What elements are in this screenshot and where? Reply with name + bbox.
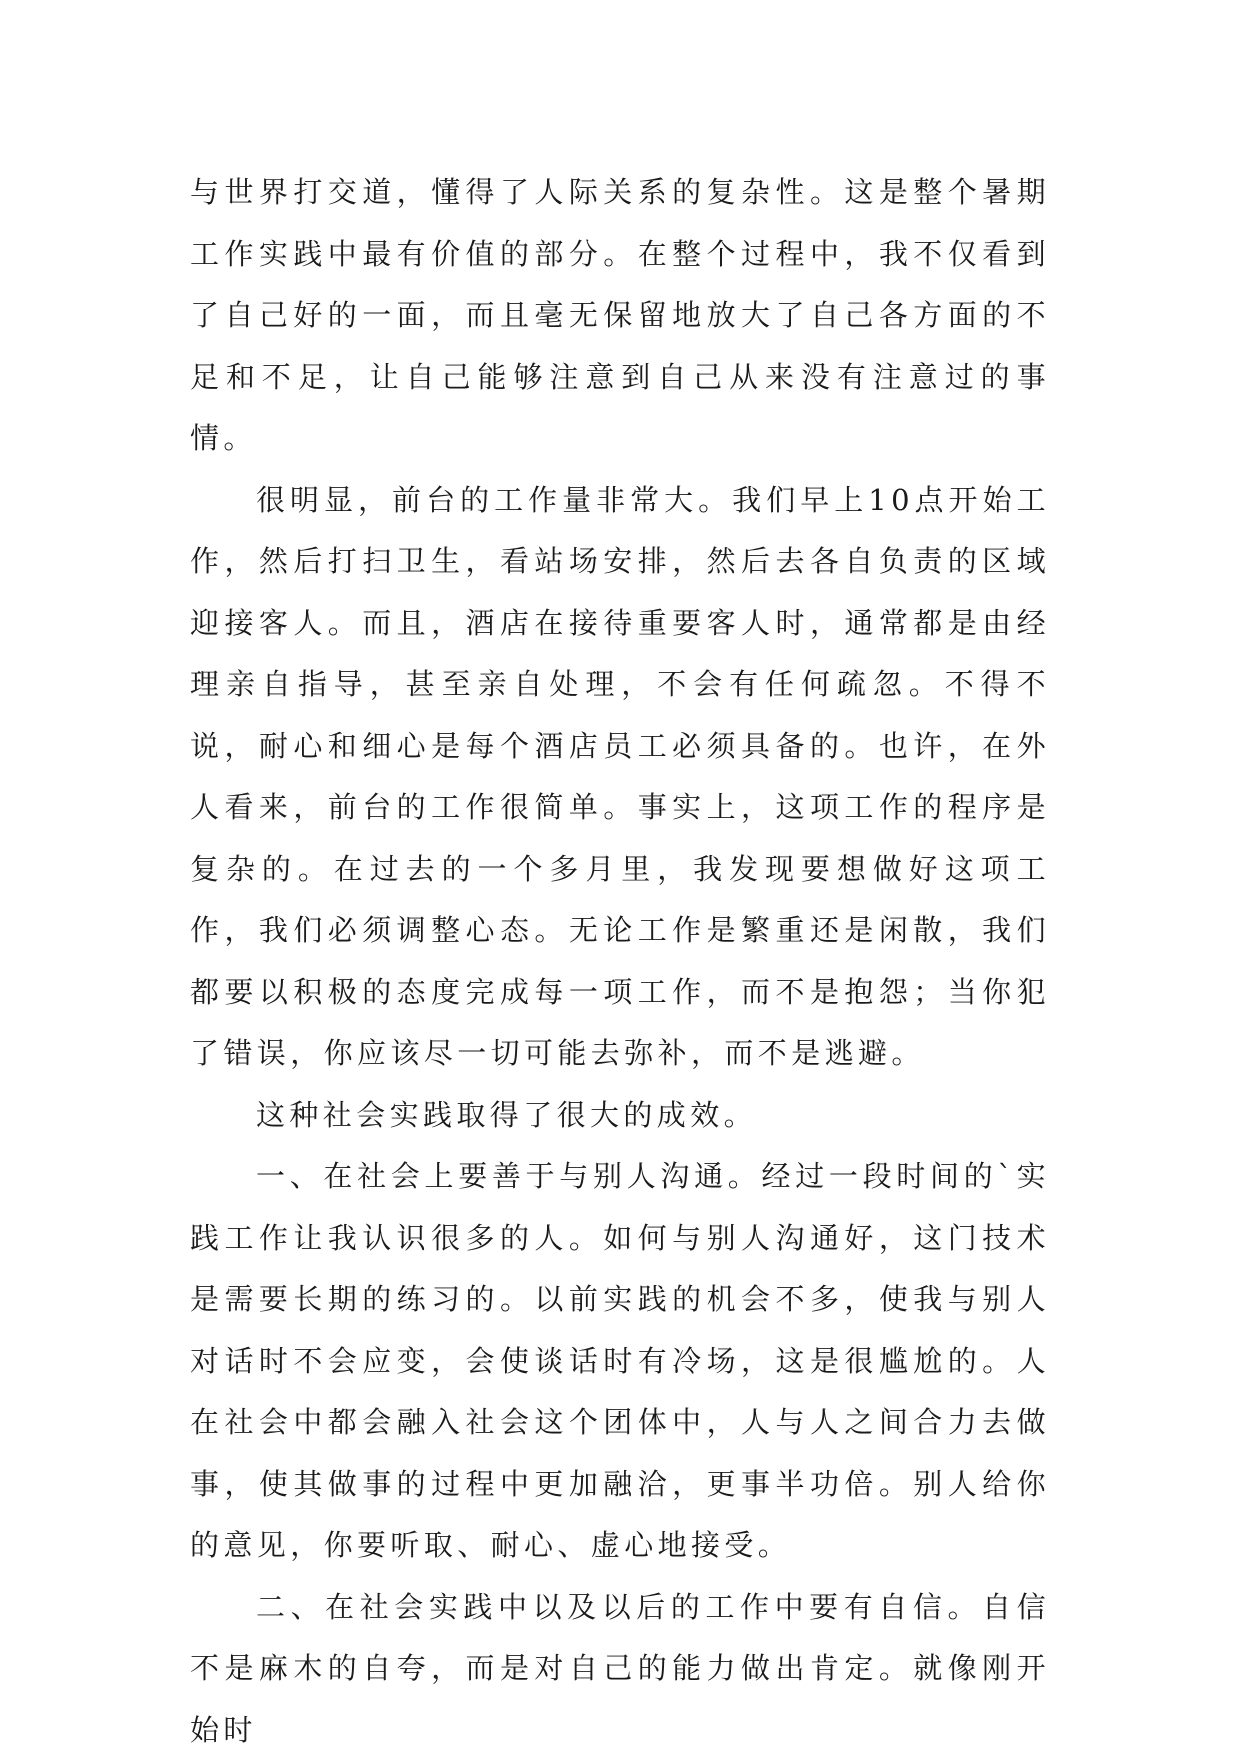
paragraph-4: 一、在社会上要善于与别人沟通。经过一段时间的`实践工作让我认识很多的人。如何与别人沟通好，这门技术是需要长期的练习的。以前实践的机会不多，使我与别人对话时不会应变，会使谈话时有冷场，这是很尴尬的。人在社会中都会融入社会这个团体中，人与人之间合力去做事，使其做事的过程中更加融洽，更事半功倍。别人给你的意见，你要听取、耐心、虚心地接受。 xyxy=(190,1146,1050,1577)
body-text xyxy=(190,162,1050,1761)
paragraph-5: 二、在社会实践中以及以后的工作中要有自信。自信不是麻木的自夸，而是对自己的能力做出肯定。就像刚开始时 xyxy=(190,1577,1050,1761)
paragraph-1: 与世界打交道，懂得了人际关系的复杂性。这是整个暑期工作实践中最有价值的部分。在整个过程中，我不仅看到了自己好的一面，而且毫无保留地放大了自己各方面的不足和不足，让自己能够注意到自己从来没有注意过的事情。 xyxy=(190,162,1050,470)
paragraph-2: 很明显，前台的工作量非常大。我们早上10点开始工作，然后打扫卫生，看站场安排，然后去各自负责的区域迎接客人。而且，酒店在接待重要客人时，通常都是由经理亲自指导，甚至亲自处理，不会有任何疏忽。不得不说，耐心和细心是每个酒店员工必须具备的。也许，在外人看来，前台的工作很简单。事实上，这项工作的程序是复杂的。在过去的一个多月里，我发现要想做好这项工作，我们必须调整心态。无论工作是繁重还是闲散，我们都要以积极的态度完成每一项工作，而不是抱怨；当你犯了错误，你应该尽一切可能去弥补，而不是逃避。 xyxy=(190,470,1050,1085)
paragraph-3: 这种社会实践取得了很大的成效。 xyxy=(190,1085,1050,1147)
